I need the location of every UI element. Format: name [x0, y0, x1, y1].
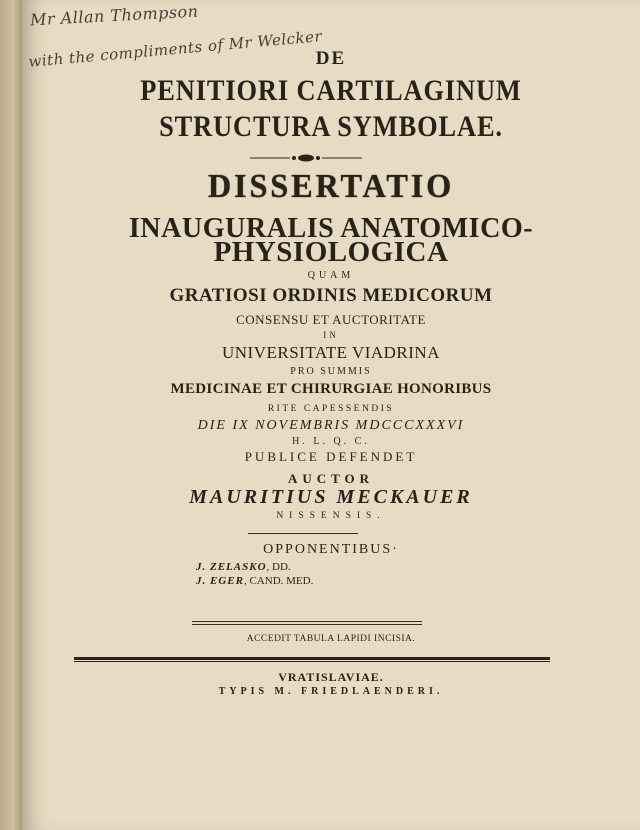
text-rite: RITE CAPESSENDIS	[267, 404, 395, 414]
handwritten-dedication-line1: Mr Allan Thompson	[29, 1, 199, 30]
divider-thick	[74, 657, 550, 662]
opponents-list	[196, 560, 313, 588]
text-publice: PUBLICE DEFENDET	[244, 449, 418, 464]
text-quam: QUAM	[307, 270, 355, 281]
title-prefix: DE	[315, 48, 347, 69]
handwritten-dedication-line2: with the compliments of Mr Welcker	[27, 27, 323, 71]
list-item	[196, 574, 313, 588]
opponents-heading: OPPONENTIBUS·	[263, 542, 399, 557]
opponent-title: , CAND. MED.	[243, 575, 314, 587]
author-name: MAURITIUS MECKAUER	[189, 486, 473, 508]
text-consensu: CONSENSU ET AUCTORITATE	[236, 312, 426, 327]
imprint-place: VRATISLAVIAE.	[278, 670, 384, 684]
opponent-title: , DD.	[266, 561, 291, 573]
imprint-printer: TYPIS M. FRIEDLAENDERI.	[218, 686, 444, 697]
dissertatio-line-1: INAUGURALIS ANATOMICO-	[128, 212, 534, 244]
text-gratiosi: GRATIOSI ORDINIS MEDICORUM	[169, 285, 493, 306]
text-pro-summis: PRO SUMMIS	[290, 366, 372, 377]
title-line-2: STRUCTURA SYMBOLAE.	[159, 110, 503, 143]
book-spine	[0, 0, 22, 830]
text-medicinae: MEDICINAE ET CHIRURGIAE HONORIBUS	[170, 381, 492, 397]
text-auctor: AUCTOR	[287, 471, 375, 486]
title-line-1: PENITIORI CARTILAGINUM	[140, 74, 522, 107]
dissertatio-heading: DISSERTATIO	[207, 168, 455, 205]
opponent-name: J. ZELASKO	[196, 561, 267, 573]
author-origin: NISSENSIS.	[276, 511, 386, 521]
list-item	[196, 560, 313, 574]
divider-double	[192, 621, 422, 625]
text-date: DIE IX NOVEMBRIS MDCCCXXXVI	[197, 418, 465, 433]
opponent-name: J. EGER	[196, 575, 244, 587]
dissertatio-line-2: PHYSIOLOGICA	[213, 236, 449, 268]
text-universitate: UNIVERSITATE VIADRINA	[221, 343, 440, 362]
divider-short	[248, 533, 358, 534]
text-accedit: ACCEDIT TABULA LAPIDI INCISIA.	[246, 634, 416, 644]
text-in: IN	[323, 330, 339, 340]
text-hlqc: H. L. Q. C.	[292, 436, 370, 447]
ornament-divider	[250, 154, 362, 162]
